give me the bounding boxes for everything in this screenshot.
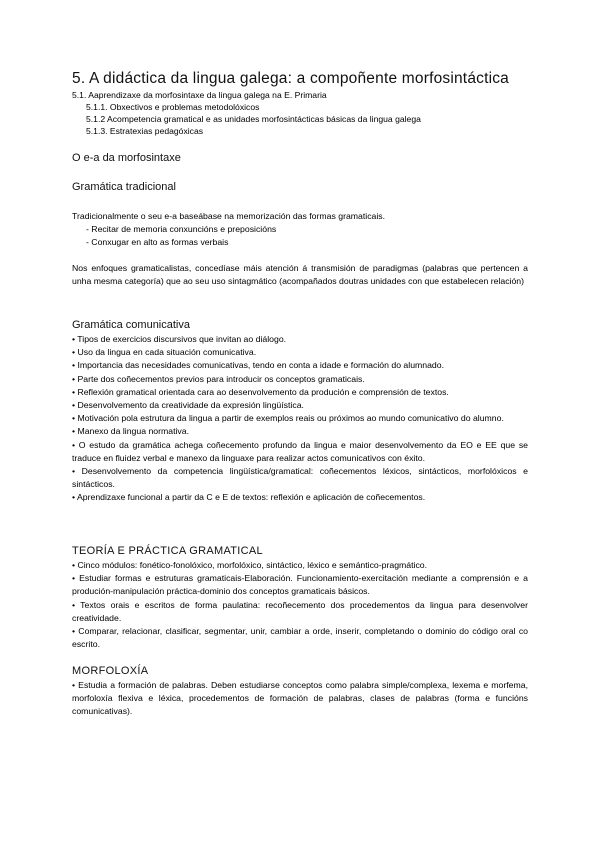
toc-item: 5.1.1. Obxectivos e problemas metodolóxicos xyxy=(86,102,260,112)
toc-item: 5.1.3. Estratexias pedagóxicas xyxy=(86,126,204,136)
list-item: • Desenvolvemento da creatividade da expresión lingüística. xyxy=(72,400,304,411)
list-item: • Cinco módulos: fonético-fonolóxico, morfolóxico, sintáctico, léxico e semántico-pragmático. xyxy=(72,560,428,570)
tradicional-list xyxy=(72,210,528,250)
heading-morfoloxia: MORFOLOXÍA xyxy=(72,665,149,677)
tradicional-paragraph: Nos enfoques gramaticalistas, concedíase máis atención á transmisión de paradigmas (palabras que pertencen a unha mesma categoría) que ao seu uso sintagmático (acompañados doutras unidades con que estabelecen relación) xyxy=(72,263,528,287)
list-item: • Estudia a formación de palabras. Deben estudiarse conceptos como palabra simple/complexa, lexema e morfema, morfoloxía flexiva e léxica, procedementos de formación de palabras, clases de palabras (forma e funcións comunicativas). xyxy=(72,680,528,717)
comunicativa-list xyxy=(72,333,528,505)
list-item: • Reflexión gramatical orientada cara ao desenvolvemento da produción e comprensión de textos. xyxy=(72,386,449,397)
list-item: • Aprendizaxe funcional a partir da C e E de textos: reflexión e aplicación de coñecementos. xyxy=(72,492,426,503)
list-item: • Tipos de exercicios discursivos que invitan ao diálogo. xyxy=(72,334,287,344)
list-item: • Manexo da lingua normativa. xyxy=(72,426,190,437)
section-heading-ea: O e-a da morfosintaxe xyxy=(72,152,181,164)
table-of-contents xyxy=(72,89,421,137)
heading-teoria-practica: TEORÍA E PRÁCTICA GRAMATICAL xyxy=(72,545,263,557)
list-item: • Uso da lingua en cada situación comunicativa. xyxy=(72,347,257,358)
list-item: • O estudo da gramática achega coñecemento profundo da lingua e maior desenvolvemento da EO e EE que se traduce en fluidez verbal e manexo da linguaxe para realizar actos comunicativos con éxito. xyxy=(72,439,528,463)
list-item: - Conxugar en alto as formas verbais xyxy=(86,237,229,248)
list-item: • Motivación pola estrutura da lingua a partir de exemplos reais ou próximos ao mundo comunicativo do alumno. xyxy=(72,413,504,424)
list-item: • Parte dos coñecementos previos para introducir os conceptos gramaticais. xyxy=(72,373,365,384)
list-item: • Textos orais e escritos de forma paulatina: recoñecemento dos procedementos da lingua para desenvolver creatividade. xyxy=(72,599,528,623)
toc-item: 5.1.2 Acompetencia gramatical e as unidades morfosintácticas básicas da lingua galega xyxy=(86,114,421,124)
list-item: • Estudiar formas e estruturas gramaticais-Elaboración. Funcionamiento-exercitación mediante a comprensión e a produción-manipulación práctica-dominio dos conceptos gramaticais básicos. xyxy=(72,573,528,597)
morfoloxia-list xyxy=(72,679,528,719)
list-item: • Desenvolvemento da competencia lingüística/gramatical: coñecementos léxicos, sintácticos, morfolóxicos e sintácticos. xyxy=(72,466,528,490)
list-item: • Importancia das necesidades comunicativas, tendo en conta a idade e formación do alumnado. xyxy=(72,360,445,371)
list-item: - Recitar de memoria conxuncións e preposicións xyxy=(86,224,277,235)
list-item: • Comparar, relacionar, clasificar, segmentar, unir, cambiar a orde, inserir, completando o dominio do código oral co escrito. xyxy=(72,626,528,650)
heading-gramatica-comunicativa: Gramática comunicativa xyxy=(72,319,190,331)
tradicional-intro: Tradicionalmente o seu e-a baseábase na memorización das formas gramaticais. xyxy=(72,211,386,221)
heading-gramatica-tradicional: Gramática tradicional xyxy=(72,181,176,193)
page-title: 5. A didáctica da lingua galega: a compoñente morfosintáctica xyxy=(72,70,510,87)
toc-main: 5.1. Aaprendizaxe da morfosintaxe da lingua galega na E. Primaria xyxy=(72,90,327,100)
teoria-list xyxy=(72,559,528,651)
